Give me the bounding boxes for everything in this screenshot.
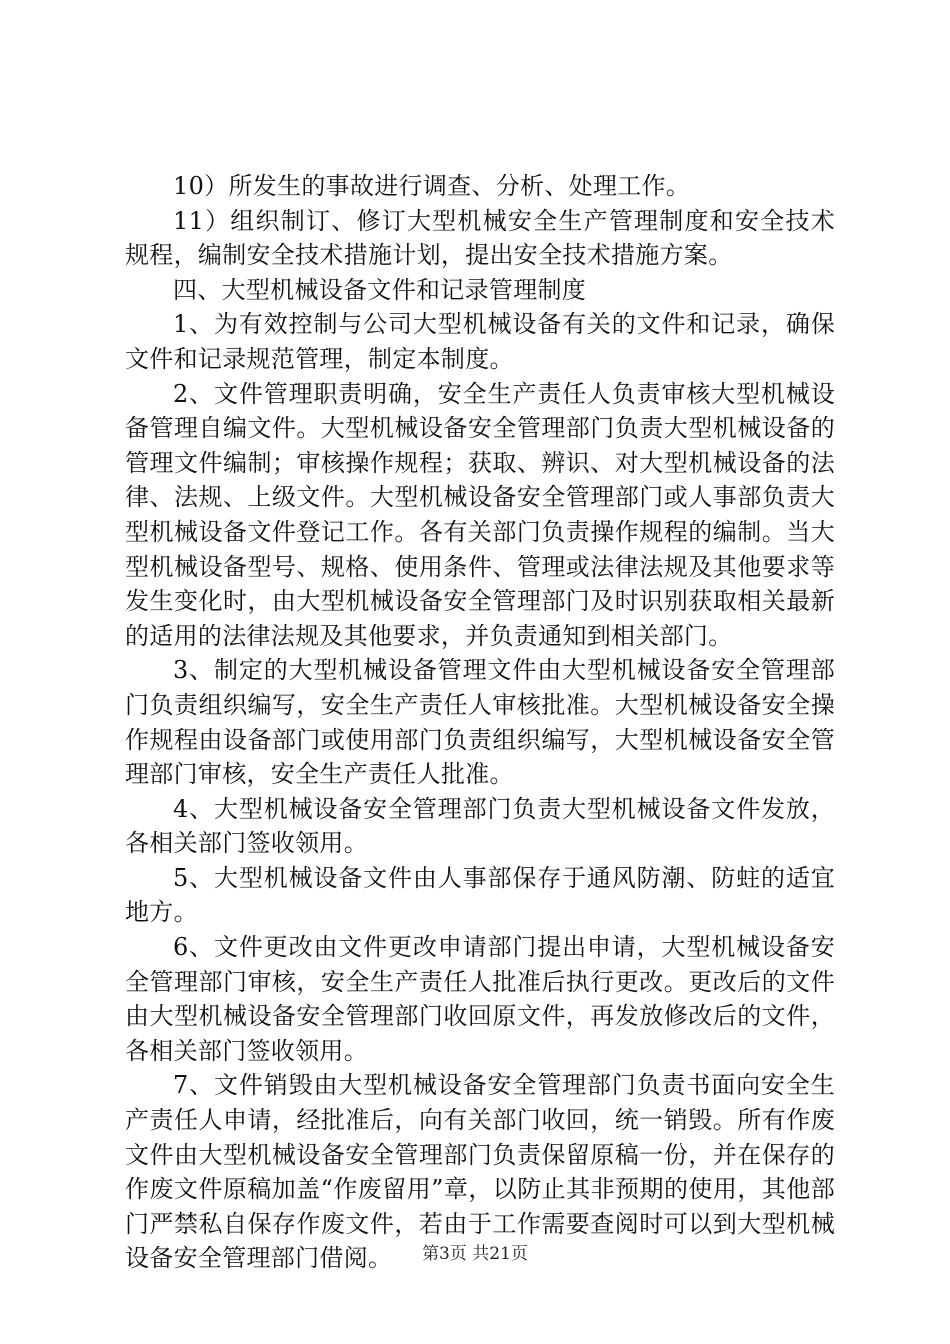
paragraph-clause-2: 2、文件管理职责明确，安全生产责任人负责审核大型机械设备管理自编文件。大型机械设备安全管理部门负责大型机械设备的管理文件编制；审核操作规程；获取、辨识、对大型机械设备的法律、法规、上级文件。大型机械设备安全管理部门或人事部负责大型机械设备文件登记工作。各有关部门负责操作规程的编制。当大型机械设备型号、规格、使用条件、管理或法律法规及其他要求等发生变化时，由大型机械设备安全管理部门及时识别获取相关最新的适用的法律法规及其他要求，并负责通知到相关部门。	[125, 379, 835, 650]
paragraph-clause-4: 4、大型机械设备安全管理部门负责大型机械设备文件发放，各相关部门签收领用。	[125, 794, 835, 858]
paragraph-item-10: 10）所发生的事故进行调查、分析、处理工作。	[173, 172, 691, 200]
paragraph-item-11: 11）组织制订、修订大型机械安全生产管理制度和安全技术规程，编制安全技术措施计划，提出安全技术措施方案。	[125, 206, 835, 270]
paragraph-clause-3: 3、制定的大型机械设备管理文件由大型机械设备安全管理部门负责组织编写，安全生产责任人审核批准。大型机械设备安全操作规程由设备部门或使用部门负责组织编写，大型机械设备安全管理部门审核，安全生产责任人批准。	[125, 656, 835, 789]
paragraph-clause-1: 1、为有效控制与公司大型机械设备有关的文件和记录，确保文件和记录规范管理，制定本制度。	[125, 310, 835, 373]
paragraph-clause-7: 7、文件销毁由大型机械设备安全管理部门负责书面向安全生产责任人申请，经批准后，向有关部门收回，统一销毁。所有作废文件由大型机械设备安全管理部门负责保留原稿一份，并在保存的作废文件原稿加盖“作废留用”章，以防止其非预期的使用，其他部门严禁私自保存作废文件，若由于工作需要查阅时可以到大型机械设备安全管理部门借阅。	[125, 1071, 835, 1273]
section-heading-four: 四、大型机械设备文件和记录管理制度	[173, 275, 587, 304]
paragraph-clause-5: 5、大型机械设备文件由人事部保存于通风防潮、防蛀的适宜地方。	[125, 863, 835, 927]
page-footer: 第3页 共21页	[422, 1244, 528, 1264]
document-body	[125, 169, 835, 1276]
paragraph-clause-6: 6、文件更改由文件更改申请部门提出申请，大型机械设备安全管理部门审核，安全生产责任人批准后执行更改。更改后的文件由大型机械设备安全管理部门收回原文件，再发放修改后的文件，各相关部门签收领用。	[125, 933, 835, 1065]
